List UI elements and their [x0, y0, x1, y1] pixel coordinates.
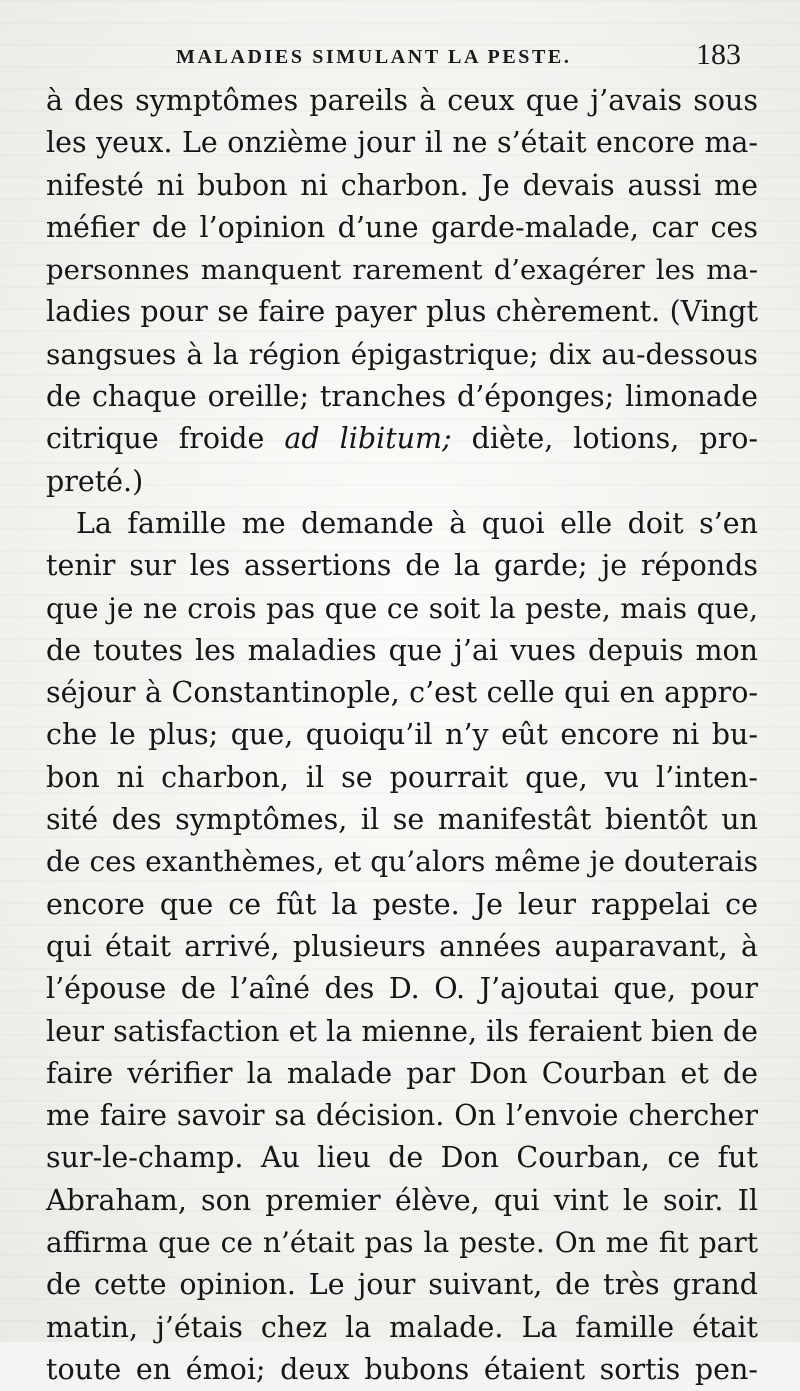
body-text [46, 80, 758, 1391]
text-line: citrique froide ad libitum; diète, lotions, pro- [46, 422, 758, 456]
text-line: de chaque oreille; tranches d’éponges; limonade [46, 380, 758, 414]
text-line: faire vérifier la malade par Don Courban et de [46, 1056, 758, 1090]
text-line-paragraph-start: La famille me demande à quoi elle doit s’en [76, 506, 758, 540]
text-line: sité des symptômes, il se manifestât bientôt un [46, 803, 758, 837]
text-line: sur-le-champ. Au lieu de Don Courban, ce fut [46, 1141, 758, 1175]
text-line: les yeux. Le onzième jour il ne s’était encore ma- [46, 126, 758, 160]
text-line: affirma que ce n’était pas la peste. On me fit part [46, 1226, 758, 1260]
text-line: à des symptômes pareils à ceux que j’avais sous [46, 84, 758, 117]
text-line: Abraham, son premier élève, qui vint le soir. Il [46, 1183, 758, 1217]
text-line: l’épouse de l’aîné des D. O. J’ajoutai que, pour [46, 972, 758, 1006]
text-line: toute en émoi; deux bubons étaient sortis pen- [46, 1352, 758, 1386]
text-line: tenir sur les assertions de la garde; je réponds [46, 549, 758, 583]
text-line: de ces exanthèmes, et qu’alors même je douterais [46, 845, 758, 879]
page-header [0, 38, 800, 78]
running-head: MALADIES SIMULANT LA PESTE. [176, 46, 572, 68]
text-line: de cette opinion. Le jour suivant, de très grand [46, 1268, 758, 1302]
text-line: matin, j’étais chez la malade. La famille était [46, 1310, 758, 1344]
text-line-paragraph-end: preté.) [46, 464, 144, 498]
text-line: sangsues à la région épigastrique; dix au-dessous [46, 337, 758, 371]
text-line: méfier de l’opinion d’une garde-malade, car ces [46, 210, 758, 244]
text-line: nifesté ni bubon ni charbon. Je devais aussi me [46, 168, 758, 202]
text-line: leur satisfaction et la mienne, ils feraient bien de [46, 1014, 758, 1048]
text-line: séjour à Constantinople, c’est celle qui en appro- [46, 676, 758, 710]
latin-phrase: ad libitum; [284, 422, 452, 456]
text-line: personnes manquent rarement d’exagérer les ma- [46, 254, 758, 287]
text-line: que je ne crois pas que ce soit la peste, mais que, [46, 591, 758, 625]
text-line: bon ni charbon, il se pourrait que, vu l’inten- [46, 760, 758, 794]
page-number: 183 [696, 38, 741, 71]
text-line: qui était arrivé, plusieurs années auparavant, à [46, 929, 758, 963]
text-line: ladies pour se faire payer plus chèrement. (Vingt [46, 295, 758, 329]
text-line: che le plus; que, quoiqu’il n’y eût encore ni bu- [46, 718, 758, 752]
text-line: me faire savoir sa décision. On l’envoie chercher [46, 1099, 758, 1133]
text-line: encore que ce fût la peste. Je leur rappelai ce [46, 887, 758, 921]
text-line: de toutes les maladies que j’ai vues depuis mon [46, 633, 758, 667]
